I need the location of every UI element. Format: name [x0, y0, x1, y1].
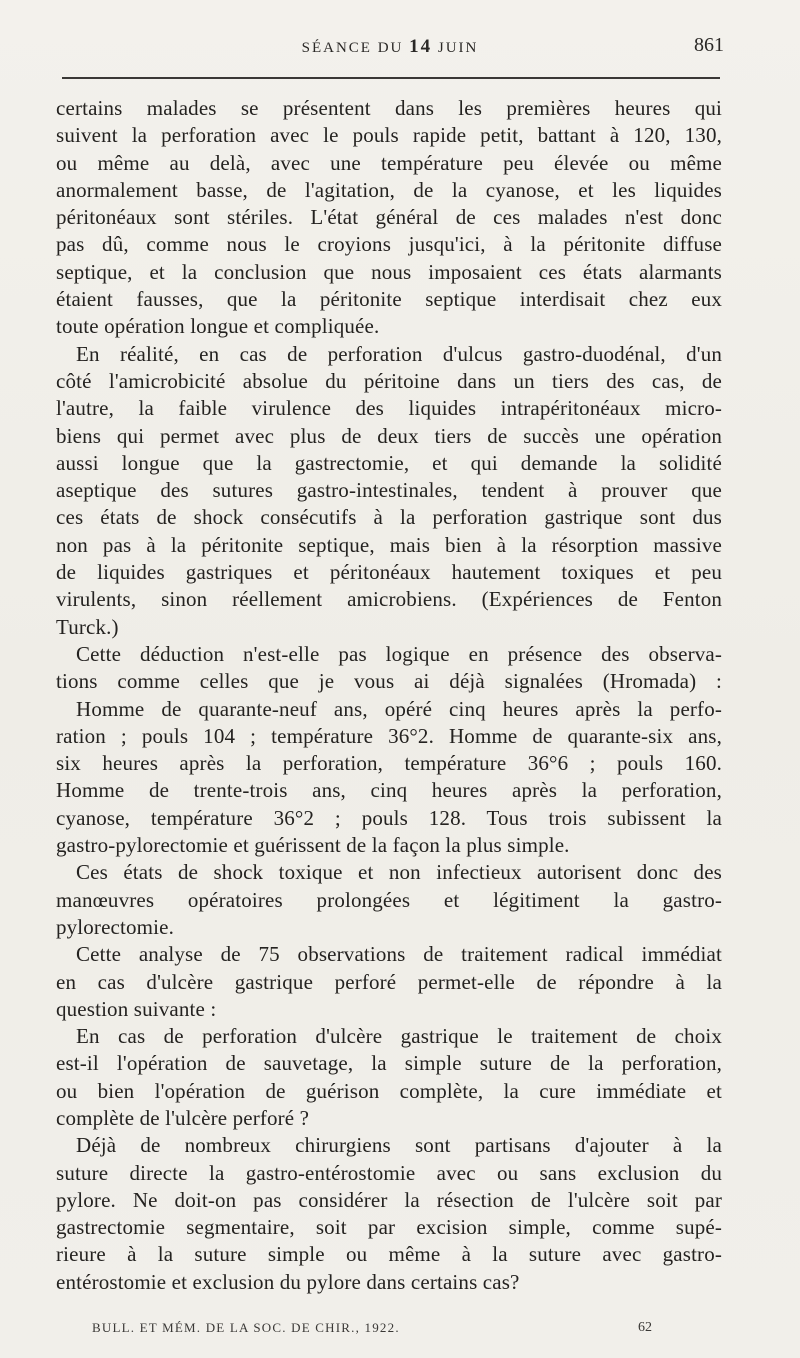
- header-rule: [62, 77, 720, 79]
- page-footer: [92, 1320, 652, 1340]
- running-title: [56, 36, 724, 58]
- text-line: Ces états de shock toxique et non infectieux autorisent donc des: [76, 860, 722, 885]
- text-line: Cette analyse de 75 observations de traitement radical immédiat: [76, 942, 722, 967]
- text-line: pas dû, comme nous le croyions jusqu'ici, à la péritonite diffuse: [56, 232, 722, 257]
- text-line: suture directe la gastro-entérostomie avec ou sans exclusion du: [56, 1160, 722, 1185]
- text-line: tions comme celles que je vous ai déjà signalées (Hromada) :: [56, 669, 722, 694]
- text-line: virulents, sinon réellement amicrobiens. (Expériences de Fenton: [56, 587, 722, 612]
- text-line: de liquides gastriques et péritonéaux hautement toxiques et peu: [56, 560, 722, 585]
- text-line: ces états de shock consécutifs à la perforation gastrique sont dus: [56, 505, 722, 530]
- text-line: manœuvres opératoires prolongées et légitiment la gastro-: [56, 887, 722, 912]
- text-line: aseptique des sutures gastro-intestinales, tendent à prouver que: [56, 478, 722, 503]
- text-line: côté l'amicrobicité absolue du péritoine dans un tiers des cas, de: [56, 368, 722, 393]
- text-line: question suivante :: [56, 996, 217, 1021]
- text-line: ration ; pouls 104 ; température 36°2. Homme de quarante-six ans,: [56, 723, 722, 748]
- text-line: est-il l'opération de sauvetage, la simple suture de la perforation,: [56, 1051, 722, 1076]
- text-line: six heures après la perforation, température 36°6 ; pouls 160.: [56, 751, 722, 776]
- running-title-day: 14: [409, 36, 433, 57]
- text-line: étaient fausses, que la péritonite septique interdisait chez eux: [56, 287, 722, 312]
- text-line: cyanose, température 36°2 ; pouls 128. Tous trois subissent la: [56, 805, 722, 830]
- text-line: gastro-pylorectomie et guérissent de la façon la plus simple.: [56, 833, 570, 858]
- running-title-post: JUIN: [432, 40, 479, 56]
- text-line: rieure à la suture simple ou même à la suture avec gastro-: [56, 1242, 722, 1267]
- text-line: En cas de perforation d'ulcère gastrique le traitement de choix: [76, 1024, 722, 1049]
- running-header: [56, 36, 724, 60]
- text-line: suivent la perforation avec le pouls rapide petit, battant à 120, 130,: [56, 123, 722, 148]
- journal-citation: BULL. ET MÉM. DE LA SOC. DE CHIR., 1922.: [92, 1320, 400, 1335]
- text-line: Homme de trente-trois ans, cinq heures après la perforation,: [56, 778, 722, 803]
- page-number: 861: [694, 34, 724, 56]
- running-title-pre: SÉANCE DU: [301, 40, 410, 56]
- text-line: non pas à la péritonite septique, mais bien à la résorption massive: [56, 532, 722, 557]
- text-line: certains malades se présentent dans les premières heures qui: [56, 96, 722, 120]
- text-line: entérostomie et exclusion du pylore dans certains cas?: [56, 1269, 520, 1294]
- text-line: Homme de quarante-neuf ans, opéré cinq heures après la perfo-: [76, 696, 722, 721]
- text-line: péritonéaux sont stériles. L'état général de ces malades n'est donc: [56, 205, 722, 230]
- text-line: septique, et la conclusion que nous imposaient ces états alarmants: [56, 259, 722, 284]
- body-text: [56, 95, 722, 1296]
- text-line: Déjà de nombreux chirurgiens sont partisans d'ajouter à la: [76, 1133, 722, 1158]
- text-line: aussi longue que la gastrectomie, et qui demande la solidité: [56, 450, 722, 475]
- text-line: l'autre, la faible virulence des liquides intrapéritonéaux micro-: [56, 396, 722, 421]
- text-line: gastrectomie segmentaire, soit par excision simple, comme supé-: [56, 1215, 722, 1240]
- text-line: biens qui permet avec plus de deux tiers de succès une opération: [56, 423, 722, 448]
- text-line: En réalité, en cas de perforation d'ulcus gastro-duodénal, d'un: [76, 341, 722, 366]
- text-line: anormalement basse, de l'agitation, de la cyanose, et les liquides: [56, 177, 722, 202]
- text-line: Turck.): [56, 614, 119, 639]
- text-line: en cas d'ulcère gastrique perforé permet-elle de répondre à la: [56, 969, 722, 994]
- text-line: Cette déduction n'est-elle pas logique en présence des observa-: [76, 641, 722, 666]
- text-line: pylorectomie.: [56, 914, 174, 939]
- text-line: complète de l'ulcère perforé ?: [56, 1105, 310, 1130]
- text-line: ou même au delà, avec une température peu élevée ou même: [56, 150, 722, 175]
- text-line: pylore. Ne doit-on pas considérer la résection de l'ulcère soit par: [56, 1187, 722, 1212]
- text-line: toute opération longue et compliquée.: [56, 314, 380, 339]
- signature-mark: 62: [638, 1320, 652, 1335]
- text-line: ou bien l'opération de guérison complète, la cure immédiate et: [56, 1078, 722, 1103]
